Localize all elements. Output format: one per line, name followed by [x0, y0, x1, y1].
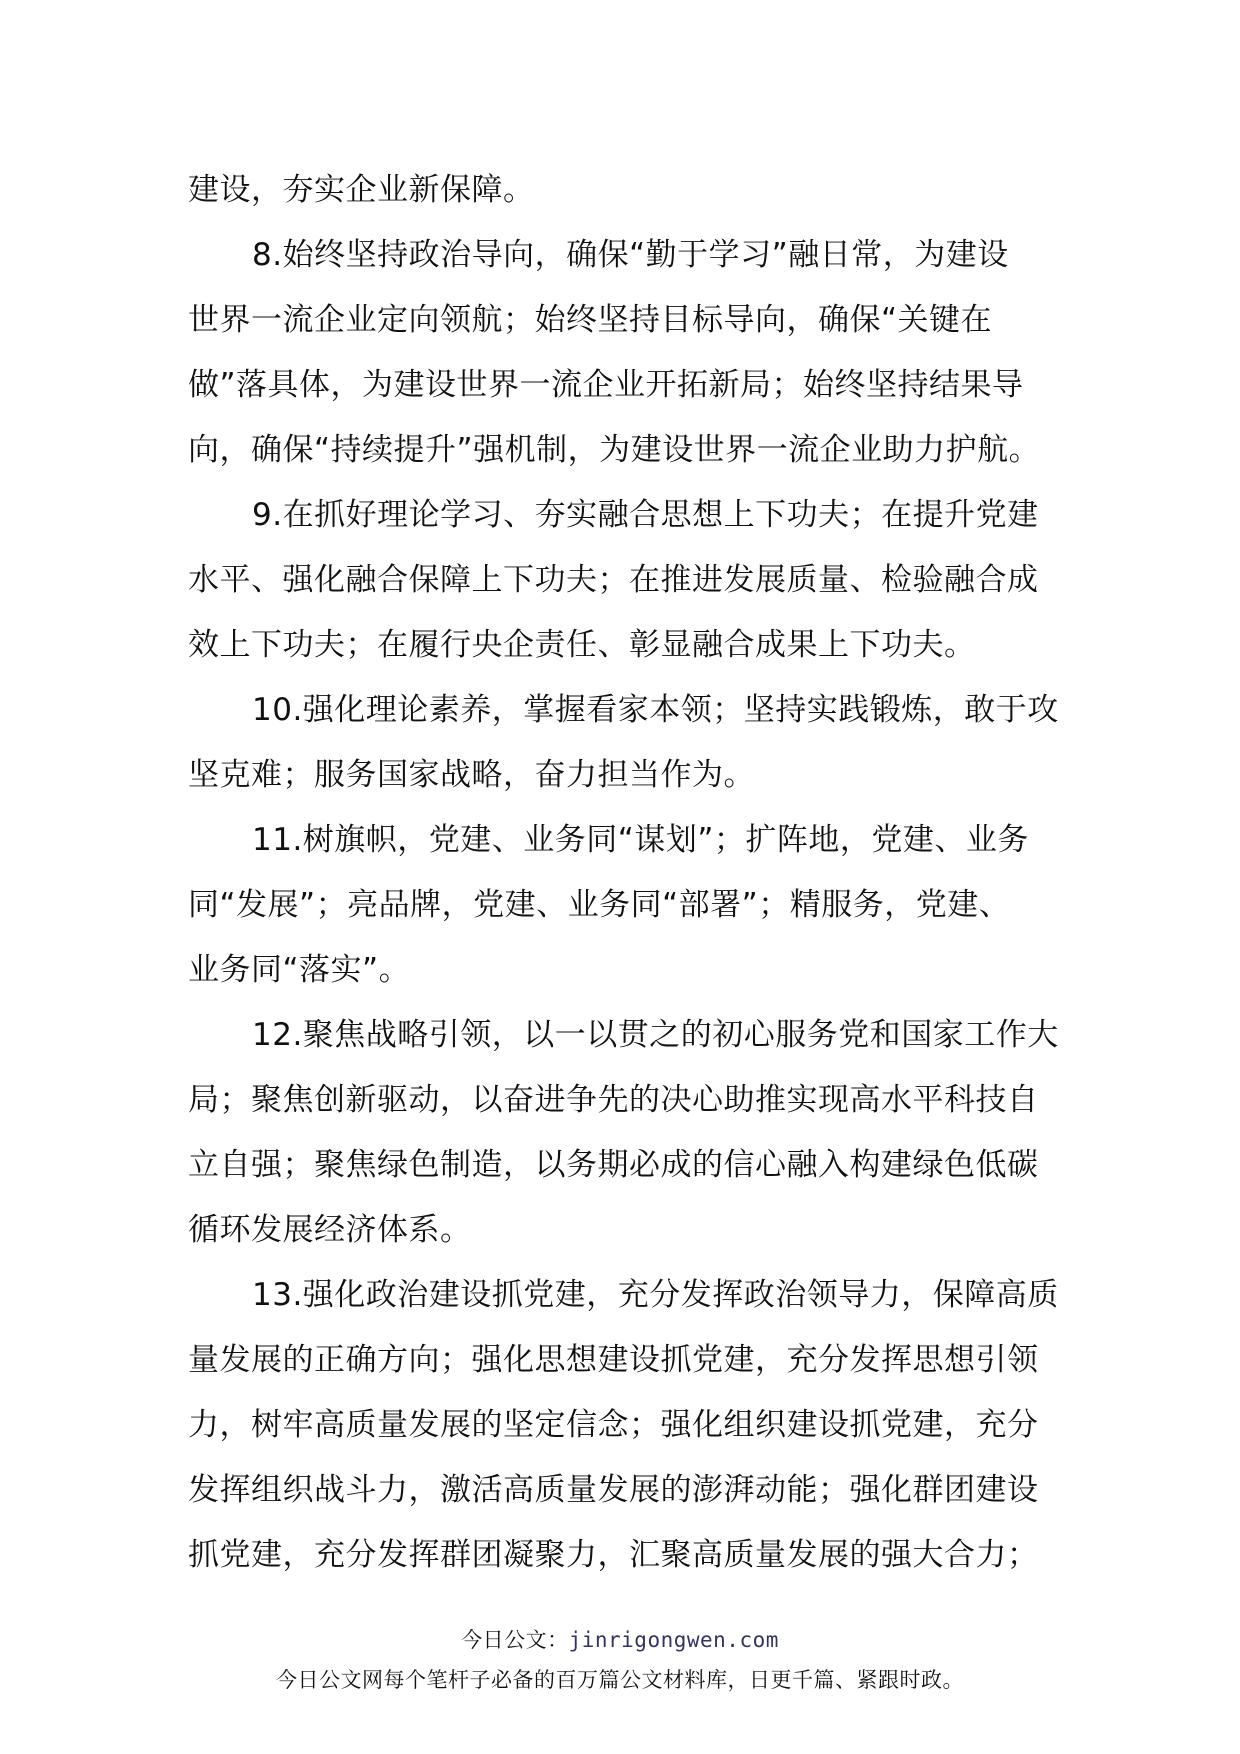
text-line: 同“发展”；亮品牌，党建、业务同“部署”；精服务，党建、 [188, 887, 1011, 923]
text-line: 效上下功夫；在履行央企责任、彰显融合成果上下功夫。 [188, 627, 976, 663]
text-line: 发挥组织战斗力，激活高质量发展的澎湃动能；强化群团建设 [188, 1472, 1039, 1508]
footer-site-url[interactable]: jinrigongwen.com [568, 1628, 779, 1652]
text-line: 12.聚焦战略引领，以一以贯之的初心服务党和国家工作大 [252, 1017, 1059, 1053]
text-line: 做”落具体，为建设世界一流企业开拓新局；始终坚持结果导 [188, 367, 1024, 403]
text-line: 局；聚焦创新驱动，以奋进争先的决心助推实现高水平科技自 [188, 1082, 1039, 1118]
text-line: 13.强化政治建设抓党建，充分发挥政治领导力，保障高质 [252, 1277, 1059, 1313]
text-line: 水平、强化融合保障上下功夫；在推进发展质量、检验融合成 [188, 562, 1039, 598]
text-line: 力，树牢高质量发展的坚定信念；强化组织建设抓党建，充分 [188, 1407, 1039, 1443]
text-line: 11.树旗帜，党建、业务同“谋划”；扩阵地，党建、业务 [252, 822, 1029, 858]
text-line: 坚克难；服务国家战略，奋力担当作为。 [188, 757, 755, 793]
text-line: 抓党建，充分发挥群团凝聚力，汇聚高质量发展的强大合力； [188, 1537, 1039, 1573]
footer-site-label: 今日公文： [461, 1628, 569, 1652]
text-line: 业务同“落实”。 [188, 952, 411, 988]
text-line: 向，确保“持续提升”强机制，为建设世界一流企业助力护航。 [188, 432, 1041, 468]
footer-site [0, 1624, 1240, 1654]
text-line: 建设，夯实企业新保障。 [188, 172, 535, 208]
document-body [188, 158, 1058, 1588]
footer-slogan: 今日公文网每个笔杆子必备的百万篇公文材料库，日更千篇、紧跟时政。 [276, 1668, 964, 1692]
text-line: 量发展的正确方向；强化思想建设抓党建，充分发挥思想引领 [188, 1342, 1039, 1378]
text-line: 世界一流企业定向领航；始终坚持目标导向，确保“关键在 [188, 302, 993, 338]
text-line: 10.强化理论素养，掌握看家本领；坚持实践锻炼，敢于攻 [252, 692, 1059, 728]
text-line: 立自强；聚焦绿色制造，以务期必成的信心融入构建绿色低碳 [188, 1147, 1039, 1183]
text-line: 9.在抓好理论学习、夯实融合思想上下功夫；在提升党建 [252, 497, 1039, 533]
text-line: 循环发展经济体系。 [188, 1212, 472, 1248]
text-line: 8.始终坚持政治导向，确保“勤于学习”融日常，为建设 [252, 237, 1009, 273]
